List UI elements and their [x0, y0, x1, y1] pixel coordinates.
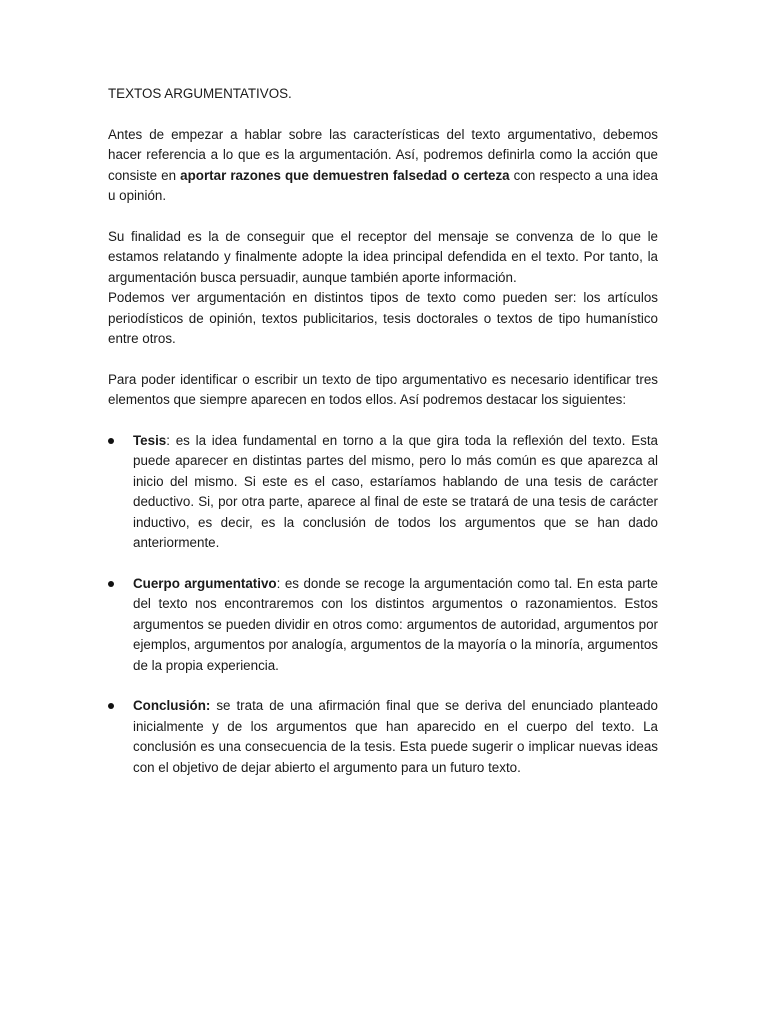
list-item-sep: : — [276, 575, 281, 591]
bullet-icon — [108, 438, 114, 444]
paragraph-elements: Para poder identificar o escribir un texto de tipo argumentativo es necesario identificar tres elementos que siempre aparecen en todos ellos. Así podremos destacar los siguientes: — [108, 371, 658, 407]
list-item-cuerpo — [108, 574, 658, 677]
list-item-term: Conclusión: — [133, 698, 211, 713]
list-item-term: Tesis — [133, 432, 167, 448]
paragraph-intro-text: Antes de empezar a hablar sobre las características del texto argumentativo, debemos hacer referencia a lo que es la argumentación. Así, podremos definirla como la acción que consiste en — [108, 126, 658, 183]
bullet-icon — [108, 581, 114, 587]
list-item-term: Cuerpo argumentativo — [133, 575, 277, 591]
paragraph-intro — [108, 125, 658, 207]
list-item-text: es la idea fundamental en torno a la que gira toda la reflexión del texto. Esta puede aparecer en distintas partes del mismo, pero lo más común es que aparezca al inicio del mismo. Si este es el caso, estaríamos hablando de una tesis de carácter deductivo. Si, por otra parte, aparece al final de este se tratará de una tesis de carácter inductivo, es decir, es la conclusión de todos los argumentos que se han dado anteriormente. — [133, 432, 658, 550]
document-title: TEXTOS ARGUMENTATIVOS. — [108, 86, 292, 101]
bullet-icon — [108, 703, 114, 709]
list-item-sep: : — [166, 432, 170, 448]
paragraph-intro-bold: aportar razones que demuestren falsedad o certeza — [180, 167, 510, 183]
paragraph-intro-end: con respecto a una idea u opinión. — [108, 167, 658, 203]
elements-list — [108, 431, 658, 779]
list-item-tesis — [108, 431, 658, 554]
paragraph-purpose: Su finalidad es la de conseguir que el receptor del mensaje se convenza de lo que le estamos relatando y finalmente adopte la idea principal defendida en el texto. Por tanto, la argumentación busca persuadir, aunque también aporte información. — [108, 228, 658, 285]
list-item-text: se trata de una afirmación final que se deriva del enunciado planteado inicialmente y de los argumentos que han aparecido en el cuerpo del texto. La conclusión es una consecuencia de la tesis. Esta puede sugerir o implicar nuevas ideas con el objetivo de dejar abierto el argumento para un futuro texto. — [133, 698, 658, 775]
paragraph-text-types: Podemos ver argumentación en distintos tipos de texto como pueden ser: los artículos periodísticos de opinión, textos publicitarios, tesis doctorales o textos de tipo humanístico entre otros. — [108, 290, 658, 346]
list-item-conclusion — [108, 696, 658, 778]
list-item-text: es donde se recoge la argumentación como tal. En esta parte del texto nos encontraremos con los distintos argumentos o razonamientos. Estos argumentos se pueden dividir en otros como: argumentos de autoridad, argumentos por ejemplos, argumentos por analogía, argumentos de la mayoría o la minoría, argumentos de la propia experiencia. — [133, 575, 658, 673]
document-page — [108, 84, 658, 778]
